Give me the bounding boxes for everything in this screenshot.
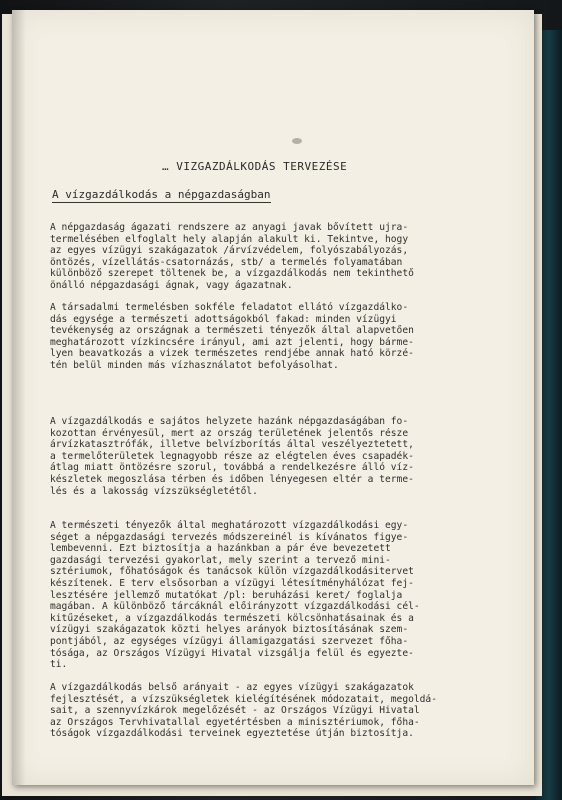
text-line: árvízkatasztrófák, illetve belvízborítás által veszélyeztetett, [50,439,414,451]
text-line: átlag miatt öntözésre szorul, továbbá a rendelkezésre álló víz- [50,462,414,474]
text-line: A társadalmi termelésben sokféle feladatot ellátó vízgazdálko- [50,302,409,313]
paragraph-5 [50,682,502,740]
text-line: gazdasági tervezési gyakorlat, mely szerint a tervező mini- [50,554,391,566]
text-line: dás egysége a természeti adottságokból fakad: minden vízügyi [50,313,397,325]
paragraph-4 [50,520,502,671]
text-line: tevékenység az országnak a természeti tényezők által alapvetően [50,325,414,337]
text-line: a termelőterületek legnagyobb része az elégtelen éves csapadék- [50,450,414,462]
text-line: A vízgazdálkodás belső arányait - az egyes vízügyi szakágazatok [50,682,414,693]
text-line: lés és a lakosság vízszükségletétől. [50,485,258,497]
text-line: kitűzéseket, a vízgazdálkodás természeti kölcsönhatásainak és a [50,612,414,624]
text-line: termelésében elfoglalt hely alapján alakult ki. Tekintve, hogy [50,233,409,245]
text-line: sait, a szennyvízkárok megelőzését - az Országos Vízügyi Hivatal [50,705,420,717]
text-line: kozottan érvényesül, mert az ország területének jelentős része [50,427,409,439]
typewritten-page [12,10,534,785]
paragraph-3 [50,416,502,497]
paragraph-2 [50,302,502,372]
text-line: készítenek. E terv elsősorban a vízügyi létesítményhálózat fej- [50,577,414,589]
text-line: tósága, az Országos Vízügyi Hivatal vizsgálja felül és egyezte- [50,647,414,659]
ink-smudge [292,138,302,144]
text-line: tóságok vízgazdálkodási terveinek egyeztetése útján biztosítja. [50,728,414,740]
text-line: lesztésére jellemző mutatókat /pl: beruházási keret/ foglalja [50,589,403,601]
text-line: magában. A különböző tárcáknál előirányzott vízgazdálkodási cél- [50,601,420,613]
page-shadow-edge [12,10,26,785]
text-line: A természeti tényezők által meghatározott vízgazdálkodási egy- [50,520,409,531]
text-line: különböző szerepet töltenek be, a vízgazdálkodás nem tekinthető [50,268,414,280]
text-line: önálló népgazdasági ágnak, vagy ágazatnak. [50,279,293,291]
section-heading: A vízgazdálkodás a népgazdaságban [52,188,271,201]
text-line: pontjából, az egységes vízügyi államigazgatási szervezet főha- [50,635,409,647]
text-line: meghatározott vízkincsére irányul, ami azt jelenti, hogy bárme- [50,336,414,348]
text-line: az egyes vízügyi szakágazatok /árvízvédelem, folyószabályozás, [50,245,409,257]
text-line: sztériumok, főhatóságok és tanácsok külön vízgazdálkodásitervet [50,566,414,578]
page-title: … VIZGAZDÁLKODÁS TERVEZÉSE [162,160,348,173]
paragraph-1 [50,222,502,292]
text-line: az Országos Tervhivatallal egyetértésben a minisztériumok, főha- [50,716,420,728]
text-line: lembevenni. Ezt biztosítja a hazánkban a pár éve bevezetett [50,543,391,555]
text-line: ti. [50,659,68,671]
text-line: A vízgazdálkodás e sajátos helyzete hazánk népgazdaságában fo- [50,416,409,427]
text-line: fejlesztését, a vízszükségletek kielégítésének módozatait, megoldá- [50,693,437,705]
text-line: lyen beavatkozás a vizek természetes rendjébe annak ható körzé- [50,348,414,360]
text-line: vízügyi szakágazatok közti helyes arányok biztosításának szem- [50,624,409,636]
text-line: séget a népgazdasági tervezés módszereinél is kívánatos figye- [50,531,409,543]
text-line: öntözés, vízellátás-csatornázás, stb/ a termelés folyamatában [50,256,403,268]
text-line: A népgazdaság ágazati rendszere az anyagi javak bővített ujra- [50,222,409,233]
text-line: készletek megoszlása térben és időben lényegesen eltér a terme- [50,473,414,485]
text-line: tén belül minden más vízhasználatot befolyásolhat. [50,359,339,371]
